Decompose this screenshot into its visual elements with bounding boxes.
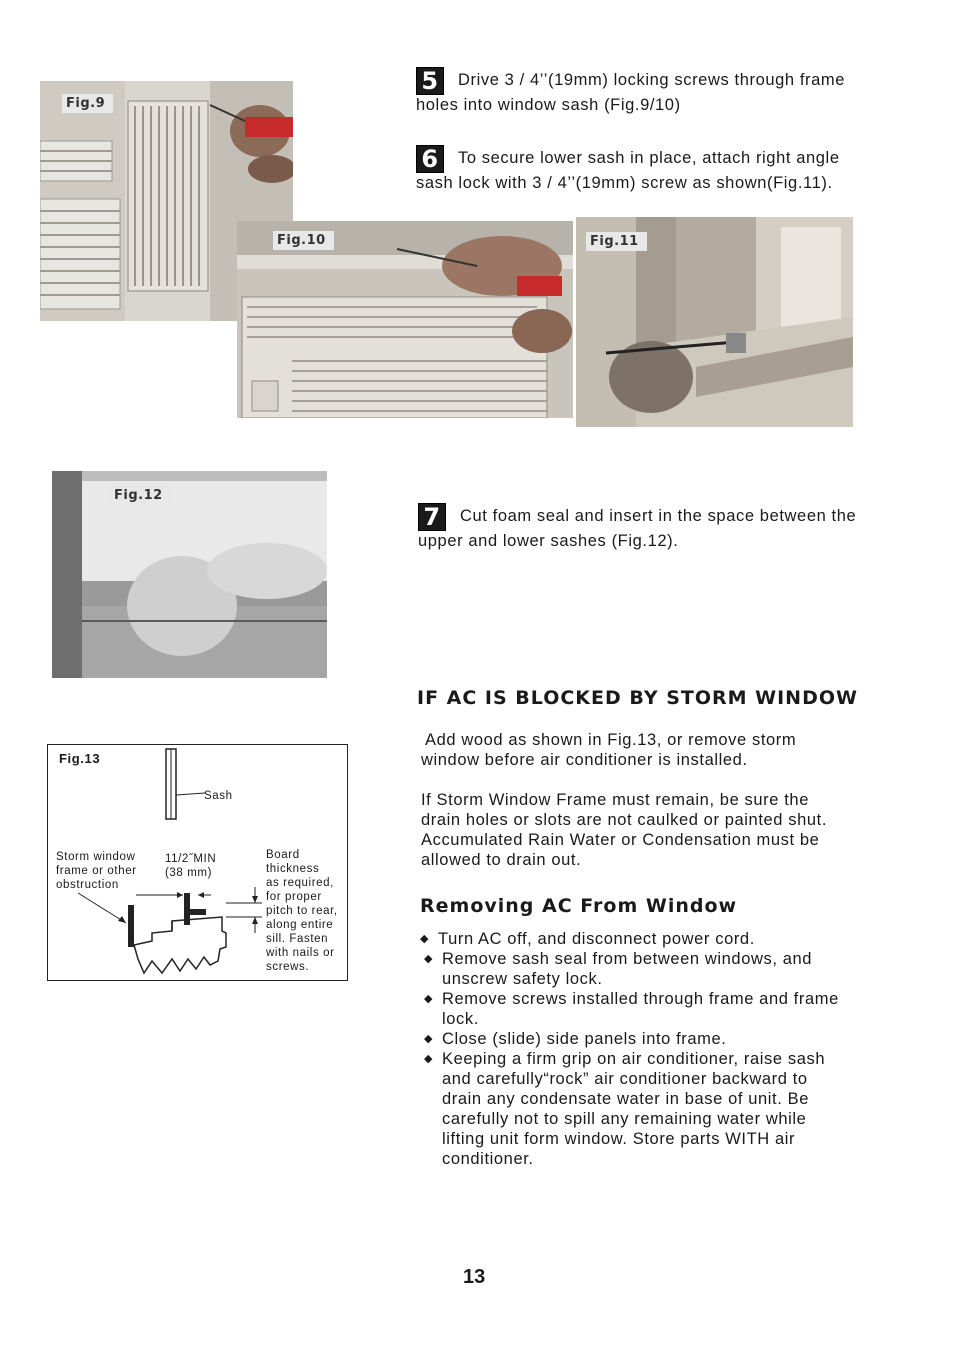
step-5-number: 5	[416, 67, 444, 95]
fig11-photo	[576, 217, 853, 427]
removing-item-5-line5: lifting unit form window. Store parts WITH air	[442, 1130, 796, 1148]
storm-window-heading: IF AC IS BLOCKED BY STORM WINDOW	[417, 687, 858, 709]
removing-item-5-line6: conditioner.	[442, 1150, 534, 1168]
removing-list	[420, 929, 910, 1169]
bullet-icon: ◆	[424, 993, 434, 1005]
fig13-storm-line1: Storm window	[56, 851, 136, 863]
fig13-board-line4: for proper	[266, 891, 322, 903]
fig13-min-label	[165, 852, 216, 880]
removing-item-4	[420, 1029, 910, 1049]
storm-paragraph-2	[421, 790, 901, 870]
fig13-storm-line2: frame or other	[56, 865, 137, 877]
step-5-text-line1: Drive 3 / 4’’(19mm) locking screws through frame	[458, 71, 846, 89]
removing-item-3-line2: lock.	[442, 1010, 479, 1028]
step-7-number: 7	[418, 503, 446, 531]
step-6	[416, 145, 906, 193]
fig13-min-line2: (38 mm)	[165, 867, 213, 879]
step-6-text-line1: To secure lower sash in place, attach right angle	[458, 149, 840, 167]
bullet-icon: ◆	[424, 1033, 434, 1045]
removing-item-5	[420, 1049, 910, 1169]
fig13-sash-label: Sash	[204, 790, 233, 802]
storm-paragraph-1	[421, 730, 901, 770]
storm-p2-line3: Accumulated Rain Water or Condensation must be	[421, 831, 820, 849]
storm-p1-line2: window before air conditioner is installed.	[421, 751, 748, 769]
fig13-board-line1: Board	[266, 849, 300, 861]
removing-item-5-line1: Keeping a firm grip on air conditioner, raise sash	[442, 1050, 826, 1068]
step-6-text-line2: sash lock with 3 / 4’’(19mm) screw as shown(Fig.11).	[416, 174, 833, 192]
page-number: 13	[463, 1266, 486, 1288]
removing-item-3	[420, 989, 910, 1029]
removing-ac-heading: Removing AC From Window	[420, 895, 738, 917]
fig13-label: Fig.13	[59, 751, 101, 766]
storm-p2-line2: drain holes or slots are not caulked or painted shut.	[421, 811, 828, 829]
fig10-label: Fig.10	[273, 231, 334, 250]
removing-item-5-line4: carefully not to spill any remaining water while	[442, 1110, 807, 1128]
fig12-label: Fig.12	[110, 486, 171, 505]
bullet-icon: ◆	[424, 1053, 434, 1065]
fig12-photo	[52, 471, 327, 678]
step-7-text-line1: Cut foam seal and insert in the space between the	[460, 507, 857, 525]
step-7	[418, 503, 908, 551]
fig13-board-line5: pitch to rear,	[266, 905, 338, 917]
storm-p2-line4: allowed to drain out.	[421, 851, 582, 869]
fig13-storm-label	[56, 850, 137, 892]
bullet-icon: ◆	[424, 953, 434, 965]
fig13-board-line3: as required,	[266, 877, 334, 889]
fig13-board-line8: with nails or	[266, 947, 335, 959]
fig10-illustration	[237, 221, 573, 418]
removing-item-1-line1: Turn AC off, and disconnect power cord.	[438, 930, 755, 948]
fig13-diagram	[47, 744, 348, 981]
fig9-label: Fig.9	[62, 94, 113, 113]
storm-p1-line1: Add wood as shown in Fig.13, or remove storm	[425, 731, 797, 749]
storm-p2-line1: If Storm Window Frame must remain, be sure the	[421, 791, 809, 809]
step-5-text-line2: holes into window sash (Fig.9/10)	[416, 96, 681, 114]
step-6-number: 6	[416, 145, 444, 173]
fig13-board-line9: screws.	[266, 961, 310, 973]
fig13-board-label	[266, 848, 338, 974]
fig12-illustration	[52, 471, 327, 678]
step-5	[416, 67, 906, 115]
removing-item-5-line2: and carefully“rock” air conditioner backward to	[442, 1070, 808, 1088]
removing-item-1	[420, 929, 910, 949]
fig13-board-line7: sill. Fasten	[266, 933, 329, 945]
removing-item-5-line3: drain any condensate water in base of unit. Be	[442, 1090, 809, 1108]
removing-item-4-line1: Close (slide) side panels into frame.	[442, 1030, 727, 1048]
fig11-label: Fig.11	[586, 232, 647, 251]
fig13-min-line1: 11/2˝MIN	[165, 853, 217, 865]
removing-item-2-line1: Remove sash seal from between windows, and	[442, 950, 813, 968]
removing-item-2-line2: unscrew safety lock.	[442, 970, 603, 988]
fig13-storm-line3: obstruction	[56, 879, 119, 891]
fig13-board-line6: along entire	[266, 919, 334, 931]
bullet-icon: ◆	[420, 933, 430, 945]
step-7-text-line2: upper and lower sashes (Fig.12).	[418, 532, 679, 550]
removing-item-2	[420, 949, 910, 989]
fig10-photo	[237, 221, 573, 418]
removing-item-3-line1: Remove screws installed through frame and frame	[442, 990, 839, 1008]
fig13-board-line2: thickness	[266, 863, 320, 875]
